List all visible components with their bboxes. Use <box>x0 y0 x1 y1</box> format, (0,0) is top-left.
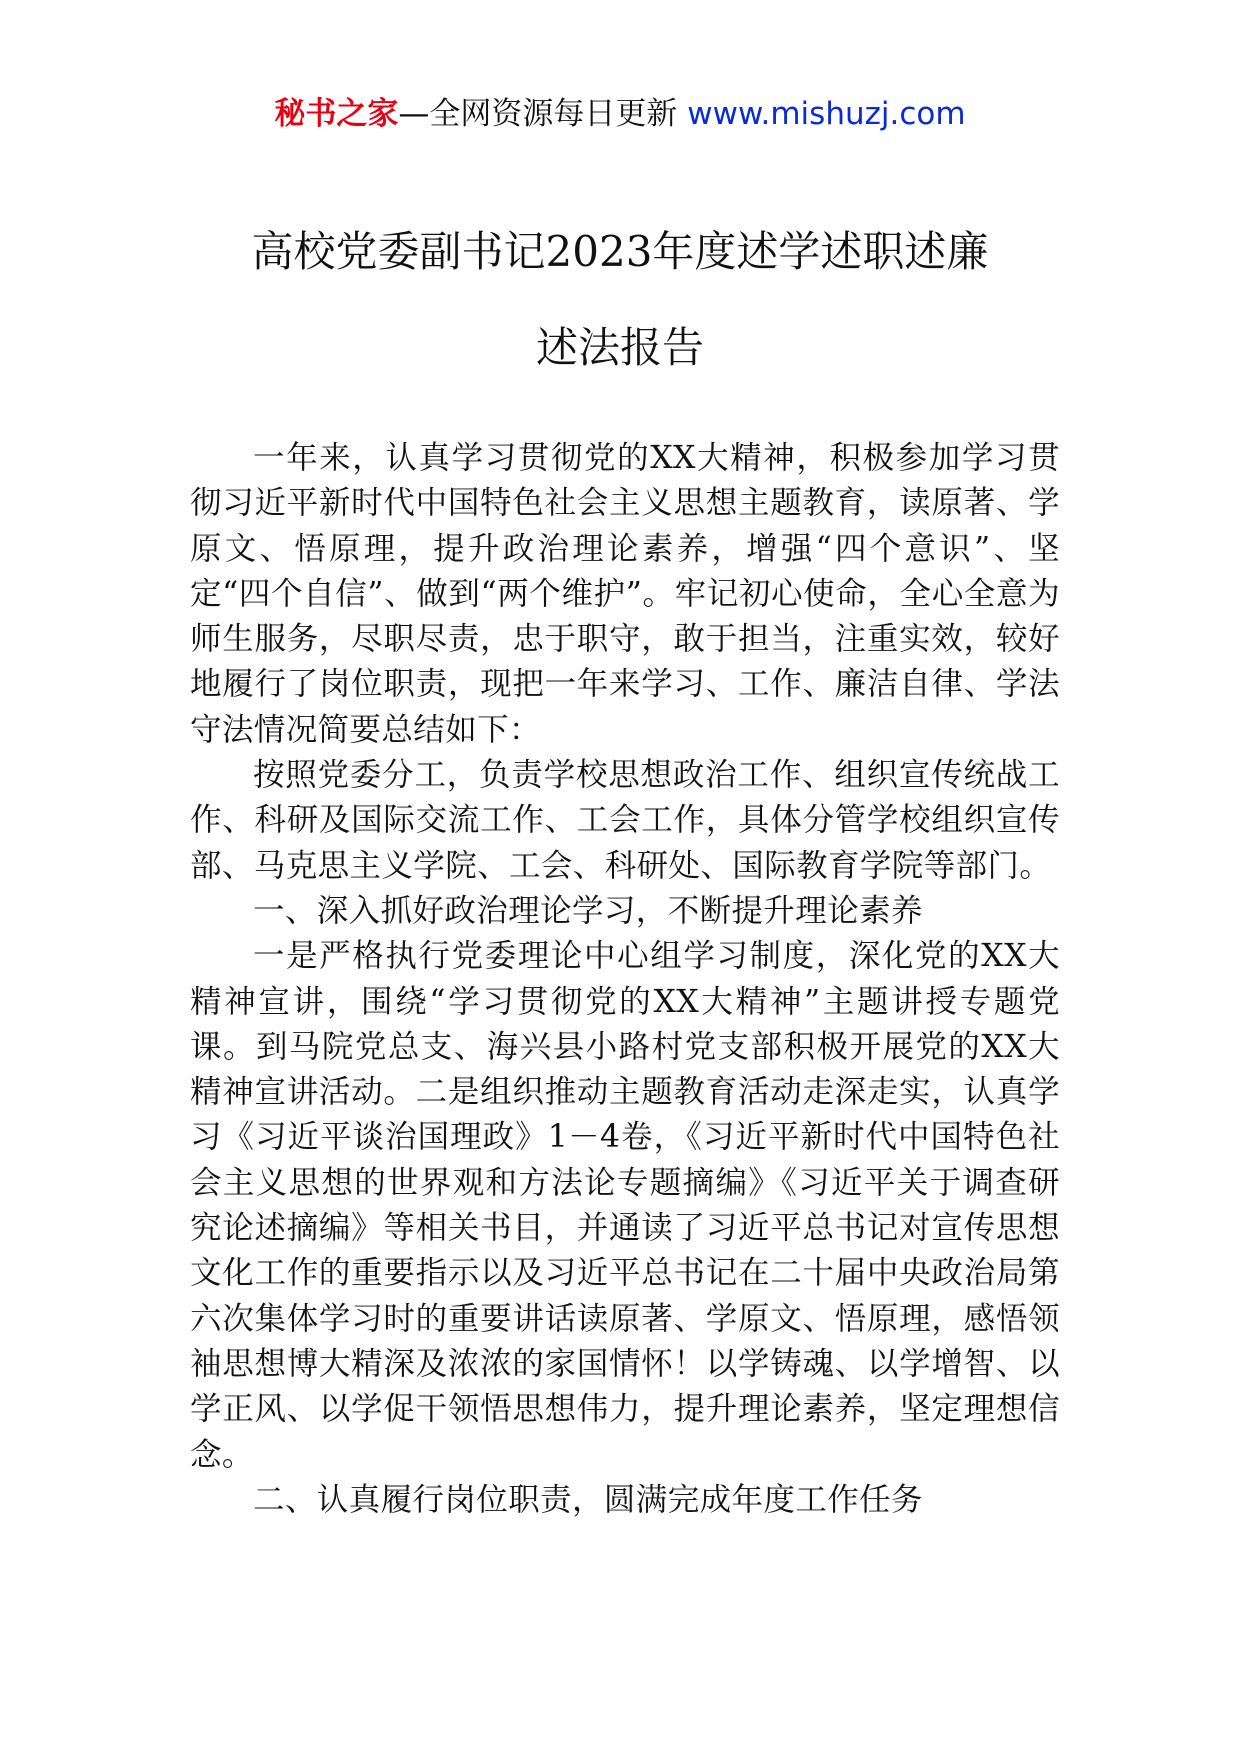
header-tagline: —全网资源每日更新 <box>398 96 678 132</box>
paragraph-duties: 按照党委分工，负责学校思想政治工作、组织宣传统战工作、科研及国际交流工作、工会工作，具体分管学校组织宣传部、马克思主义学院、工会、科研处、国际教育学院等部门。 <box>190 757 1060 884</box>
paragraph-intro: 一年来，认真学习贯彻党的XX大精神，积极参加学习贯彻习近平新时代中国特色社会主义思想主题教育，读原著、学原文、悟原理，提升政治理论素养，增强“四个意识”、坚定“四个自信”、做到“两个维护”。牢记初心使命，全心全意为师生服务，尽职尽责，忠于职守，敢于担当，注重实效，较好地履行了岗位职责，现把一年来学习、工作、廉洁自律、学法守法情况简要总结如下： <box>190 440 1060 748</box>
header-url[interactable]: www.mishuzj.com <box>687 96 966 132</box>
document-title <box>0 204 1240 396</box>
site-header <box>0 94 1240 134</box>
section-heading-2: 二、认真履行岗位职责，圆满完成年度工作任务 <box>253 1481 923 1518</box>
title-line-2: 述法报告 <box>535 323 704 372</box>
header-brand: 秘书之家 <box>274 96 399 132</box>
document-body <box>190 436 1060 1523</box>
paragraph-study: 一是严格执行党委理论中心组学习制度，深化党的XX大精神宣讲，围绕“学习贯彻党的XX大精神”主题讲授专题党课。到马院党总支、海兴县小路村党支部积极开展党的XX大精神宣讲活动。二是组织推动主题教育活动走深走实，认真学习《习近平谈治国理政》1－4卷，《习近平新时代中国特色社会主义思想的世界观和方法论专题摘编》《习近平关于调查研究论述摘编》等相关书目，并通读了习近平总书记对宣传思想文化工作的重要指示以及习近平总书记在二十届中央政治局第六次集体学习时的重要讲话读原著、学原文、悟原理，感悟领袖思想博大精深及浓浓的家国情怀！以学铸魂、以学增智、以学正风、以学促干领悟思想伟力，提升理论素养，坚定理想信念。 <box>190 938 1060 1473</box>
title-line-1: 高校党委副书记2023年度述学述职述廉 <box>251 227 989 276</box>
section-heading-1: 一、深入抓好政治理论学习，不断提升理论素养 <box>253 892 923 929</box>
